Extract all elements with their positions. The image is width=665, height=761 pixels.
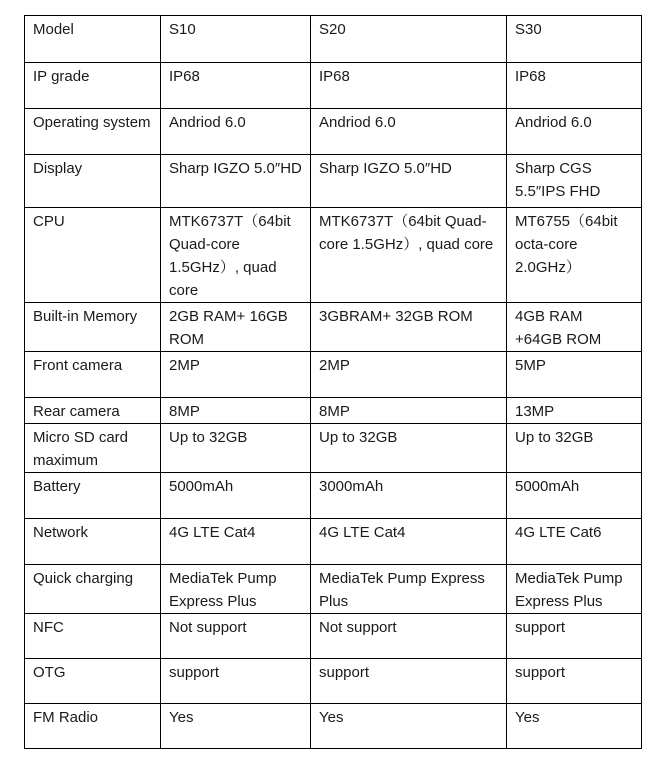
table-row — [25, 155, 642, 208]
table-row — [25, 424, 642, 473]
table-header-row — [25, 16, 642, 63]
table-row — [25, 109, 642, 155]
spec-value-cell: 4G LTE Cat6 — [507, 519, 642, 565]
spec-value-cell: Yes — [161, 704, 311, 749]
spec-value-cell: 3000mAh — [311, 473, 507, 519]
spec-value-cell: Up to 32GB — [161, 424, 311, 473]
model-name-cell: S20 — [311, 16, 507, 63]
spec-label-cell: Network — [25, 519, 161, 565]
spec-value-cell: Not support — [161, 614, 311, 659]
spec-value-cell: Sharp IGZO 5.0″HD — [161, 155, 311, 208]
header-label-cell: Model — [25, 16, 161, 63]
spec-value-cell: support — [161, 659, 311, 704]
spec-value-cell: 8MP — [311, 398, 507, 424]
spec-value-cell: MTK6737T（64bit Quad-core 1.5GHz）, quad core — [311, 208, 507, 303]
spec-value-cell: MTK6737T（64bit Quad-core 1.5GHz）, quad core — [161, 208, 311, 303]
table-row — [25, 519, 642, 565]
spec-label-cell: Battery — [25, 473, 161, 519]
spec-value-cell: MT6755（64bit octa-core 2.0GHz） — [507, 208, 642, 303]
table-row — [25, 208, 642, 303]
spec-value-cell: support — [311, 659, 507, 704]
spec-value-cell: Sharp CGS 5.5″IPS FHD — [507, 155, 642, 208]
table-row — [25, 352, 642, 398]
spec-value-cell: 2MP — [161, 352, 311, 398]
spec-value-cell: Yes — [311, 704, 507, 749]
table-row — [25, 398, 642, 424]
spec-value-cell: IP68 — [507, 63, 642, 109]
spec-value-cell: 4G LTE Cat4 — [311, 519, 507, 565]
table-row — [25, 63, 642, 109]
spec-value-cell: 5MP — [507, 352, 642, 398]
spec-value-cell: Up to 32GB — [507, 424, 642, 473]
spec-value-cell: Not support — [311, 614, 507, 659]
spec-label-cell: FM Radio — [25, 704, 161, 749]
table-row — [25, 704, 642, 749]
table-body — [25, 16, 642, 749]
spec-value-cell: Yes — [507, 704, 642, 749]
spec-value-cell: Andriod 6.0 — [311, 109, 507, 155]
spec-value-cell: 4G LTE Cat4 — [161, 519, 311, 565]
spec-label-cell: Micro SD card maximum — [25, 424, 161, 473]
spec-value-cell: Andriod 6.0 — [507, 109, 642, 155]
table-row — [25, 303, 642, 352]
spec-label-cell: OTG — [25, 659, 161, 704]
spec-value-cell: IP68 — [311, 63, 507, 109]
spec-value-cell: Andriod 6.0 — [161, 109, 311, 155]
spec-value-cell: 2GB RAM+ 16GB ROM — [161, 303, 311, 352]
spec-value-cell: IP68 — [161, 63, 311, 109]
spec-value-cell: MediaTek Pump Express Plus — [311, 565, 507, 614]
spec-value-cell: Sharp IGZO 5.0″HD — [311, 155, 507, 208]
table-row — [25, 659, 642, 704]
spec-value-cell: support — [507, 614, 642, 659]
spec-label-cell: Quick charging — [25, 565, 161, 614]
spec-value-cell: support — [507, 659, 642, 704]
spec-value-cell: Up to 32GB — [311, 424, 507, 473]
spec-label-cell: Built-in Memory — [25, 303, 161, 352]
model-name-cell: S30 — [507, 16, 642, 63]
spec-value-cell: MediaTek Pump Express Plus — [161, 565, 311, 614]
spec-label-cell: Front camera — [25, 352, 161, 398]
spec-value-cell: 8MP — [161, 398, 311, 424]
spec-label-cell: Display — [25, 155, 161, 208]
spec-value-cell: 4GB RAM +64GB ROM — [507, 303, 642, 352]
spec-label-cell: IP grade — [25, 63, 161, 109]
spec-label-cell: NFC — [25, 614, 161, 659]
table-row — [25, 473, 642, 519]
spec-value-cell: 3GBRAM+ 32GB ROM — [311, 303, 507, 352]
spec-value-cell: 5000mAh — [161, 473, 311, 519]
spec-label-cell: Operating system — [25, 109, 161, 155]
spec-value-cell: 13MP — [507, 398, 642, 424]
model-name-cell: S10 — [161, 16, 311, 63]
table-row — [25, 614, 642, 659]
spec-comparison-table — [24, 15, 642, 749]
spec-value-cell: MediaTek Pump Express Plus — [507, 565, 642, 614]
table-row — [25, 565, 642, 614]
spec-value-cell: 5000mAh — [507, 473, 642, 519]
spec-label-cell: Rear camera — [25, 398, 161, 424]
spec-value-cell: 2MP — [311, 352, 507, 398]
spec-label-cell: CPU — [25, 208, 161, 303]
